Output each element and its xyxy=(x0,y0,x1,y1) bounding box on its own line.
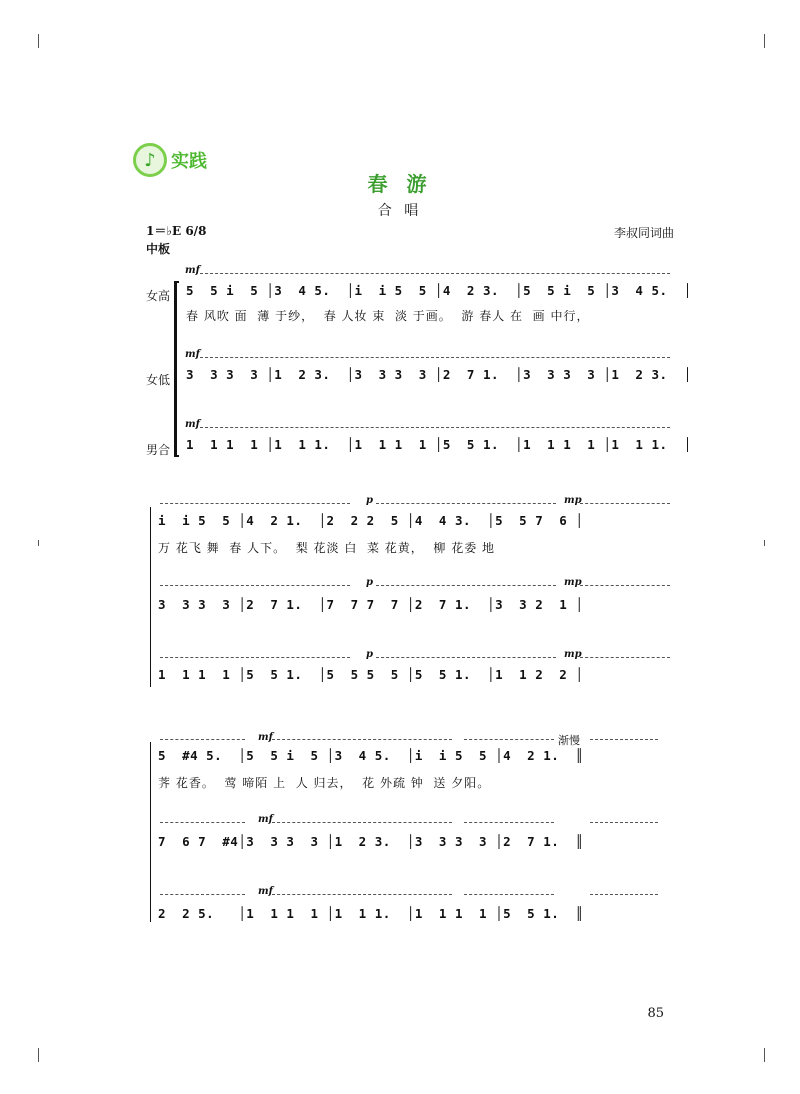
male-notes: 1 1 1 1 │1 1 1. │1 1 1 1 │5 5 1. │1 1 1 1 │1 1 1. │ xyxy=(186,437,692,452)
slur-line xyxy=(160,585,350,586)
crop-mark xyxy=(38,1048,39,1062)
slur-line xyxy=(376,657,556,658)
slur-line xyxy=(580,503,670,504)
lyrics-line: 万 花飞 舞 春 人下。 梨 花淡 白 菜 花黄， 柳 花委 地 xyxy=(158,541,496,555)
slur-line xyxy=(160,894,245,895)
slur-line xyxy=(464,894,554,895)
crop-mark xyxy=(764,1048,765,1062)
crop-mark xyxy=(38,540,39,546)
crop-mark xyxy=(764,540,765,546)
section-label: 实践 xyxy=(171,151,207,172)
soprano-notes: 5 #4 5. │5 5 i 5 │3 4 5. │i i 5 5 │4 2 1. ║ xyxy=(158,748,584,763)
slur-line xyxy=(580,585,670,586)
dynamic-mp: mp xyxy=(564,577,582,588)
key-signature: 1＝♭E 6/8 xyxy=(146,224,207,238)
male-notes: 2 2 5. │1 1 1 1 │1 1 1. │1 1 1 1 │5 5 1. ║ xyxy=(158,906,584,921)
slur-line xyxy=(160,657,350,658)
slur-line xyxy=(272,822,452,823)
part-label-soprano: 女高 xyxy=(146,289,171,303)
slur-line xyxy=(590,894,658,895)
system-line xyxy=(150,507,151,687)
slur-line xyxy=(590,822,658,823)
dynamic-mf: mf xyxy=(185,265,200,276)
music-note-icon: ♪ xyxy=(133,143,167,177)
slur-line xyxy=(272,894,452,895)
part-label-male: 男合 xyxy=(146,443,171,457)
slur-line xyxy=(200,427,670,428)
dynamic-p: p xyxy=(366,649,373,660)
alto-notes: 7 6 7 #4│3 3 3 3 │1 2 3. │3 3 3 3 │2 7 1. ║ xyxy=(158,834,584,849)
slur-line xyxy=(464,822,554,823)
slur-line xyxy=(464,739,554,740)
dynamic-p: p xyxy=(366,577,373,588)
dynamic-p: p xyxy=(366,495,373,506)
alto-notes: 3 3 3 3 │1 2 3. │3 3 3 3 │2 7 1. │3 3 3 3 │1 2 3. │ xyxy=(186,367,692,382)
lyrics-line: 荠 花香。 莺 啼陌 上 人 归去， 花 外疏 钟 送 夕阳。 xyxy=(158,776,491,790)
part-label-alto: 女低 xyxy=(146,373,171,387)
song-subtitle: 合 唱 xyxy=(377,203,423,219)
slur-line xyxy=(160,739,245,740)
soprano-notes: i i 5 5 │4 2 1. │2 2 2 5 │4 4 3. │5 5 7 6 │ xyxy=(158,513,584,528)
slur-line xyxy=(590,739,658,740)
soprano-notes: 5 5 i 5 │3 4 5. │i i 5 5 │4 2 3. │5 5 i 5 │3 4 5. │ xyxy=(186,283,692,298)
tempo-marking: 中板 xyxy=(146,242,171,256)
slur-line xyxy=(376,503,556,504)
slur-line xyxy=(160,503,350,504)
song-title: 春 游 xyxy=(367,172,433,196)
composer-credit: 李叔同词曲 xyxy=(613,226,674,240)
dynamic-mp: mp xyxy=(564,495,582,506)
crop-mark xyxy=(38,34,39,48)
lyrics-line: 春 风吹 面 薄 于纱， 春 人妆 束 淡 于画。 游 春人 在 画 中行， xyxy=(186,309,590,323)
alto-notes: 3 3 3 3 │2 7 1. │7 7 7 7 │2 7 1. │3 3 2 1 │ xyxy=(158,597,584,612)
slur-line xyxy=(200,273,670,274)
dynamic-mf: mf xyxy=(185,419,200,430)
dynamic-mf: mf xyxy=(258,732,273,743)
male-notes: 1 1 1 1 │5 5 1. │5 5 5 5 │5 5 1. │1 1 2 2 │ xyxy=(158,667,584,682)
slur-line xyxy=(272,739,452,740)
ritardando-marking: 渐慢 xyxy=(558,734,580,747)
page-number: 85 xyxy=(647,1006,664,1021)
slur-line xyxy=(376,585,556,586)
slur-line xyxy=(580,657,670,658)
crop-mark xyxy=(764,34,765,48)
system-brace xyxy=(174,281,179,457)
dynamic-mf: mf xyxy=(258,886,273,897)
system-line xyxy=(150,742,151,922)
slur-line xyxy=(200,357,670,358)
dynamic-mf: mf xyxy=(258,814,273,825)
slur-line xyxy=(160,822,245,823)
dynamic-mf: mf xyxy=(185,349,200,360)
dynamic-mp: mp xyxy=(564,649,582,660)
